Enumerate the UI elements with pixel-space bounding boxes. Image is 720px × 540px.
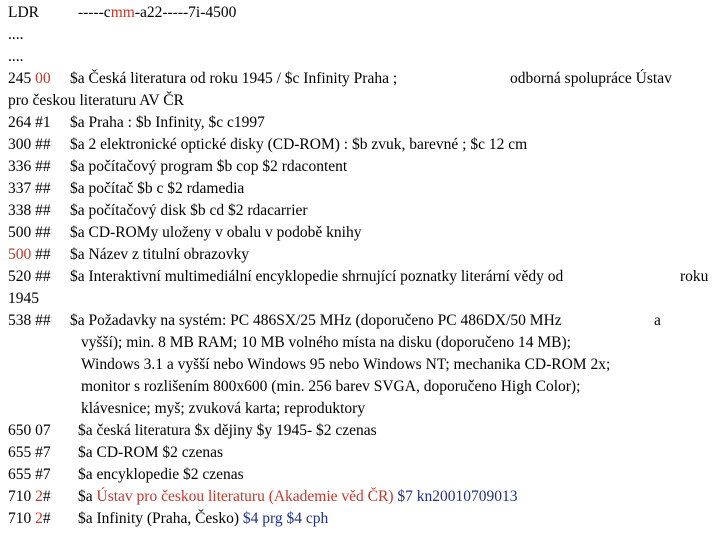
indicators: #7 [35, 444, 51, 461]
field-655-tag [8, 442, 51, 463]
indicators: ## [35, 136, 51, 153]
field-655-content: $a CD-ROM $2 czenas [78, 444, 224, 461]
indicators: 07 [35, 422, 51, 439]
tag: 300 [8, 136, 32, 153]
indicator-2: # [42, 510, 51, 527]
indicators: ## [35, 224, 51, 241]
indicator-2: # [42, 488, 51, 505]
ellipsis-line: .... [8, 26, 24, 43]
authority-id: $7 kn20010709013 [397, 488, 518, 505]
field-338-content: $a počítačový disk $b cd $2 rdacarrier [70, 202, 308, 219]
tag: 538 [8, 312, 32, 329]
ldr-value-part: -a22-----7i-4500 [134, 4, 237, 21]
field-710-tag [8, 508, 51, 529]
indicators: #7 [35, 466, 51, 483]
field-245-content: $a Česká literatura od roku 1945 / $c Infinity Praha ; [70, 70, 398, 87]
field-245-continuation: pro českou literaturu AV ČR [8, 92, 184, 109]
field-245-tag [8, 68, 51, 89]
field-538-tag [8, 310, 51, 331]
field-538-content-end: a [654, 312, 661, 329]
tag: 655 [8, 444, 32, 461]
corporate-name: $a Infinity (Praha, Česko) [78, 510, 239, 527]
field-538-continuation: klávesnice; myš; zvuková karta; reproduktory [81, 400, 366, 417]
indicators: ## [35, 158, 51, 175]
field-245-content-right: odborná spolupráce Ústav [510, 70, 672, 87]
indicators: ## [35, 180, 51, 197]
field-336-tag [8, 156, 51, 177]
indicators: #1 [35, 114, 51, 131]
tag: 336 [8, 158, 32, 175]
ellipsis-line: .... [8, 48, 24, 65]
tag: 338 [8, 202, 32, 219]
field-336-content: $a počítačový program $b cop $2 rdacontent [70, 158, 348, 175]
field-538-continuation: monitor s rozlišením 800x600 (min. 256 barev SVGA, doporučeno High Color); [81, 378, 581, 395]
indicators: ## [35, 246, 51, 263]
field-710-content [78, 508, 328, 529]
ldr-tag: LDR [8, 4, 39, 21]
field-520-content: $a Interaktivní multimediální encyklopedie shrnující poznatky literární vědy od [70, 268, 564, 285]
field-538-continuation: Windows 3.1 a vyšší nebo Windows 95 nebo Windows NT; mechanika CD-ROM 2x; [81, 356, 611, 373]
field-710-tag [8, 486, 51, 507]
tag: 500 [8, 246, 32, 263]
field-337-content: $a počítač $b c $2 rdamedia [70, 180, 245, 197]
indicators: ## [35, 202, 51, 219]
indicators: 00 [35, 70, 51, 87]
relator-code: $4 prg [242, 510, 283, 527]
ldr-value-part: -----c [78, 4, 111, 21]
indicator-1: 2 [35, 510, 43, 527]
field-500-tag [8, 222, 51, 243]
field-650-tag [8, 420, 51, 441]
ldr-value [78, 2, 236, 23]
field-264-tag [8, 112, 51, 133]
tag: 500 [8, 224, 32, 241]
corporate-name: Ústav pro českou literaturu (Akademie věd ČR) [96, 488, 394, 505]
field-300-tag [8, 134, 51, 155]
tag: 710 [8, 510, 32, 527]
field-500-content: $a CD-ROMy uloženy v obalu v podobě knihy [70, 224, 362, 241]
tag: 710 [8, 488, 32, 505]
field-264-content: $a Praha : $b Infinity, $c c1997 [70, 114, 265, 131]
field-520-content-end: roku [680, 268, 709, 285]
tag: 337 [8, 180, 32, 197]
subfield-code: $a [78, 488, 97, 505]
relator-code: $4 cph [286, 510, 329, 527]
field-500-content: $a Název z titulní obrazovky [70, 246, 250, 263]
field-520-continuation: 1945 [8, 290, 39, 307]
field-710-content [78, 486, 518, 507]
indicators: ## [35, 312, 51, 329]
field-300-content: $a 2 elektronické optické disky (CD-ROM) : $b zvuk, barevné ; $c 12 cm [70, 136, 528, 153]
tag: 650 [8, 422, 32, 439]
tag: 655 [8, 466, 32, 483]
field-655-tag [8, 464, 51, 485]
field-538-content: $a Požadavky na systém: PC 486SX/25 MHz (doporučeno PC 486DX/50 MHz [70, 312, 562, 329]
indicators: ## [35, 268, 51, 285]
ldr-value-highlight: mm [110, 4, 135, 21]
field-337-tag [8, 178, 51, 199]
tag: 264 [8, 114, 32, 131]
field-520-tag [8, 266, 51, 287]
field-650-content: $a česká literatura $x dějiny $y 1945- $2 czenas [78, 422, 377, 439]
field-538-continuation: vyšší); min. 8 MB RAM; 10 MB volného místa na disku (doporučeno 14 MB); [81, 334, 571, 351]
tag: 520 [8, 268, 32, 285]
field-655-content: $a encyklopedie $2 czenas [78, 466, 244, 483]
tag: 245 [8, 70, 32, 87]
field-500-tag [8, 244, 51, 265]
field-338-tag [8, 200, 51, 221]
indicator-1: 2 [35, 488, 43, 505]
